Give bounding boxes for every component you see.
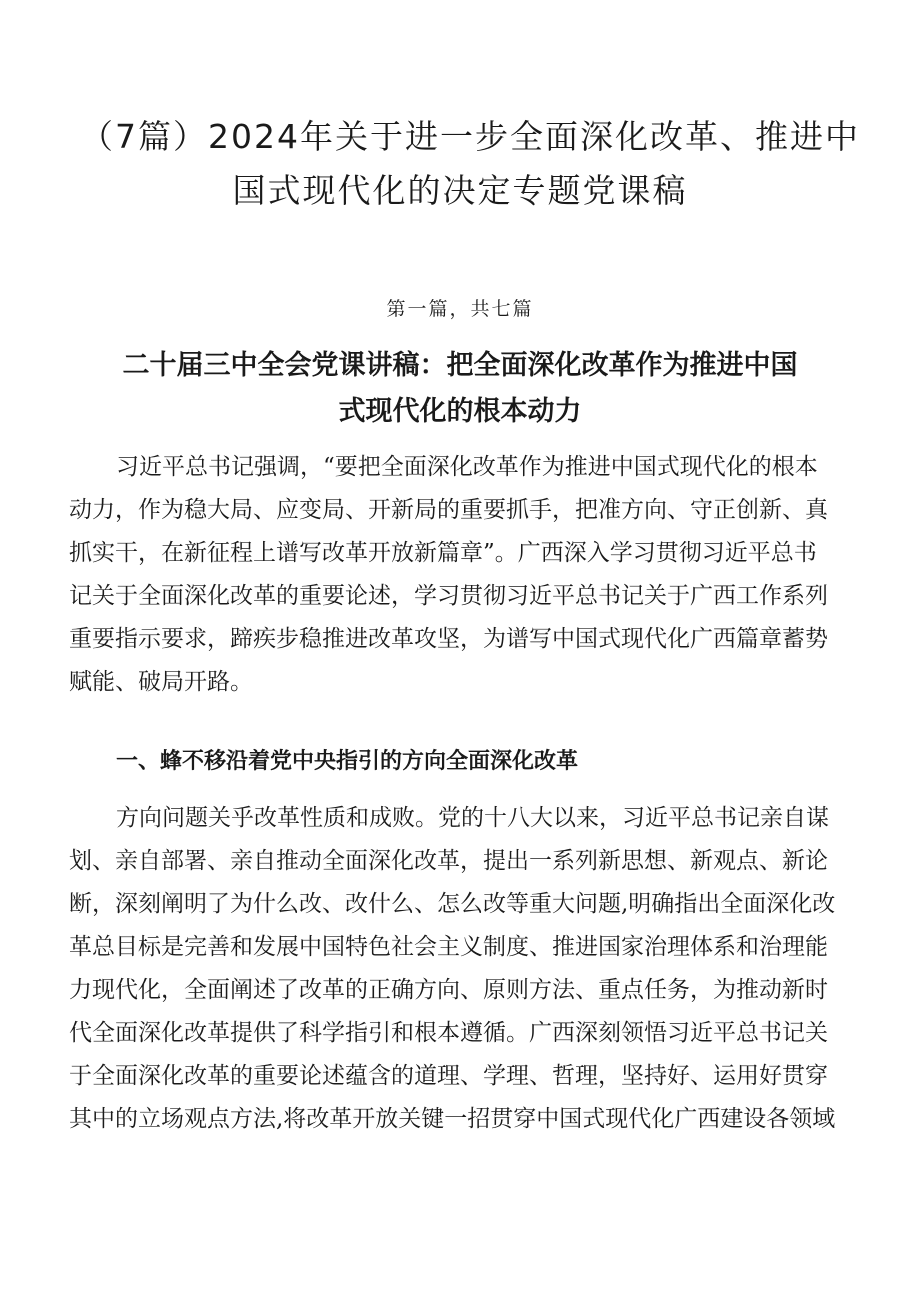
section-label: 第一篇，共七篇 (386, 298, 534, 320)
document-title-line: 国式现代化的决定专题党课稿 (232, 171, 688, 210)
paragraph-line: 赋能、破局开路。 (69, 669, 253, 695)
document-title (80, 110, 860, 218)
paragraph-line: 动力，作为稳大局、应变局、开新局的重要抓手，把准方向、守正创新、真 (69, 497, 828, 523)
paragraph-line: 方向问题关乎改革性质和成败。党的十八大以来，习近平总书记亲自谋 (116, 805, 829, 831)
section-heading: 一、蜂不移沿着党中央指引的方向全面深化改革 (116, 749, 579, 774)
paragraph-line: 习近平总书记强调，“要把全面深化改革作为推进中国式现代化的根本 (116, 454, 818, 480)
paragraph-line: 抓实干，在新征程上谱写改革开放新篇章”。广西深入学习贯彻习近平总书 (69, 540, 817, 566)
paragraph-line: 力现代化，全面阐述了改革的正确方向、原则方法、重点任务，为推动新时 (69, 977, 828, 1003)
paragraph-line: 重要指示要求，蹄疾步稳推进改革攻坚，为谱写中国式现代化广西篇章蓄势 (69, 626, 828, 652)
article-title (90, 343, 830, 435)
paragraph-line: 断，深刻阐明了为什么改、改什么、怎么改等重大问题,明确指出全面深化改 (69, 891, 836, 917)
document-title-line: （7篇）2024年关于进一步全面深化改革、推进中 (80, 117, 860, 156)
paragraph-line: 代全面深化改革提供了科学指引和根本遵循。广西深刻领悟习近平总书记关 (69, 1020, 828, 1046)
paragraph-line: 其中的立场观点方法,将改革开放关键一招贯穿中国式现代化广西建设各领域 (69, 1106, 836, 1132)
paragraph-line: 划、亲自部署、亲自推动全面深化改革，提出一系列新思想、新观点、新论 (69, 848, 828, 874)
paragraph-direction (69, 797, 859, 1141)
article-title-line: 式现代化的根本动力 (338, 396, 582, 427)
paragraph-intro (69, 446, 859, 704)
paragraph-line: 革总目标是完善和发展中国特色社会主义制度、推进国家治理体系和治理能 (69, 934, 828, 960)
paragraph-line: 于全面深化改革的重要论述蕴含的道理、学理、哲理，坚持好、运用好贯穿 (69, 1063, 828, 1089)
paragraph-line: 记关于全面深化改革的重要论述，学习贯彻习近平总书记关于广西工作系列 (69, 583, 828, 609)
article-title-line: 二十届三中全会党课讲稿：把全面深化改革作为推进中国 (122, 350, 798, 381)
